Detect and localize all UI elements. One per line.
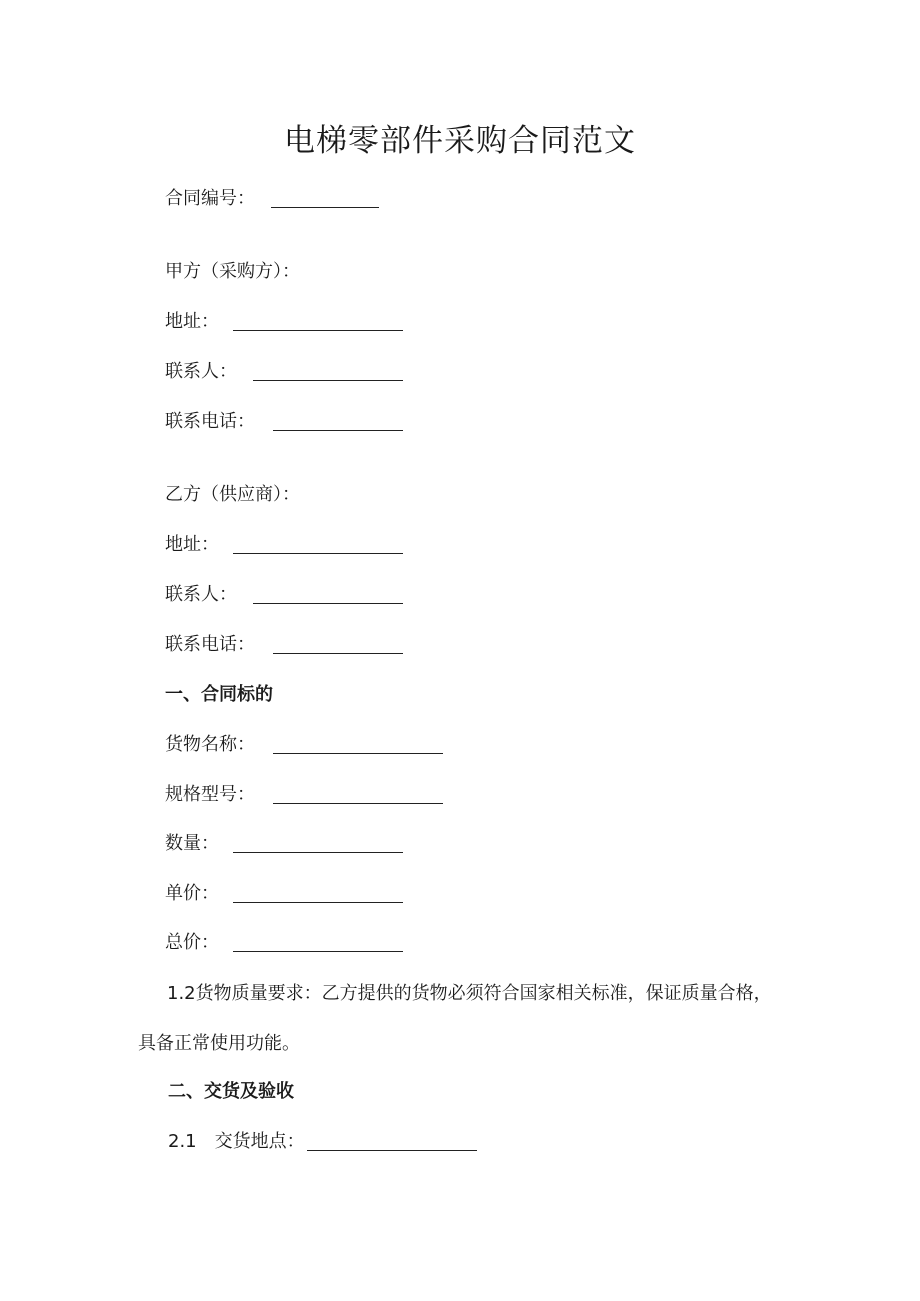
- quantity-row: [165, 830, 403, 858]
- party-a-phone-label: 联系电话：: [165, 411, 255, 432]
- party-b-phone-row: [165, 631, 403, 659]
- spec-model-label: 规格型号：: [165, 784, 255, 805]
- goods-name-blank[interactable]: [273, 735, 443, 754]
- clause-number-2-1: 2.1: [168, 1131, 197, 1152]
- quantity-label: 数量：: [165, 833, 219, 854]
- party-b-contact-row: [165, 581, 403, 609]
- spec-model-blank[interactable]: [273, 785, 443, 804]
- party-a-heading: 甲方（采购方）：: [165, 261, 300, 282]
- quantity-blank[interactable]: [233, 834, 403, 853]
- party-b-heading: 乙方（供应商）：: [165, 484, 300, 505]
- delivery-location-blank[interactable]: [307, 1132, 477, 1151]
- delivery-location-row: [168, 1128, 477, 1156]
- party-b-phone-label: 联系电话：: [165, 634, 255, 655]
- party-a-contact-label: 联系人：: [165, 361, 237, 382]
- total-price-row: [165, 929, 403, 957]
- party-b-contact-label: 联系人：: [165, 584, 237, 605]
- party-a-phone-blank[interactable]: [273, 412, 403, 431]
- unit-price-blank[interactable]: [233, 884, 403, 903]
- goods-name-label: 货物名称：: [165, 734, 255, 755]
- contract-number-row: [165, 185, 379, 213]
- total-price-blank[interactable]: [233, 933, 403, 952]
- quality-requirement-paragraph: [138, 969, 780, 1069]
- delivery-location-label: 交货地点：: [214, 1131, 305, 1152]
- unit-price-row: [165, 880, 403, 908]
- section-2-heading: 二、交货及验收: [168, 1081, 294, 1102]
- party-a-address-blank[interactable]: [233, 312, 403, 331]
- party-b-address-label: 地址：: [165, 534, 219, 555]
- unit-price-label: 单价：: [165, 883, 219, 904]
- quality-requirement-text: 货物质量要求：乙方提供的货物必须符合国家相关标准，保证质量合格，具备正常使用功能。: [138, 983, 772, 1054]
- clause-number-1-2: 1.2: [167, 983, 196, 1004]
- party-a-contact-blank[interactable]: [253, 362, 403, 381]
- party-b-address-row: [165, 531, 403, 559]
- total-price-label: 总价：: [165, 932, 219, 953]
- spec-model-row: [165, 781, 443, 809]
- party-b-contact-blank[interactable]: [253, 585, 403, 604]
- section-1-heading: 一、合同标的: [165, 684, 273, 705]
- party-a-phone-row: [165, 408, 403, 436]
- party-a-contact-row: [165, 358, 403, 386]
- contract-number-blank[interactable]: [271, 189, 379, 208]
- party-a-address-label: 地址：: [165, 311, 219, 332]
- goods-name-row: [165, 731, 443, 759]
- contract-number-label: 合同编号：: [165, 188, 255, 209]
- party-b-phone-blank[interactable]: [273, 635, 403, 654]
- document-title: 电梯零部件采购合同范文: [284, 123, 636, 159]
- party-a-address-row: [165, 308, 403, 336]
- party-b-address-blank[interactable]: [233, 535, 403, 554]
